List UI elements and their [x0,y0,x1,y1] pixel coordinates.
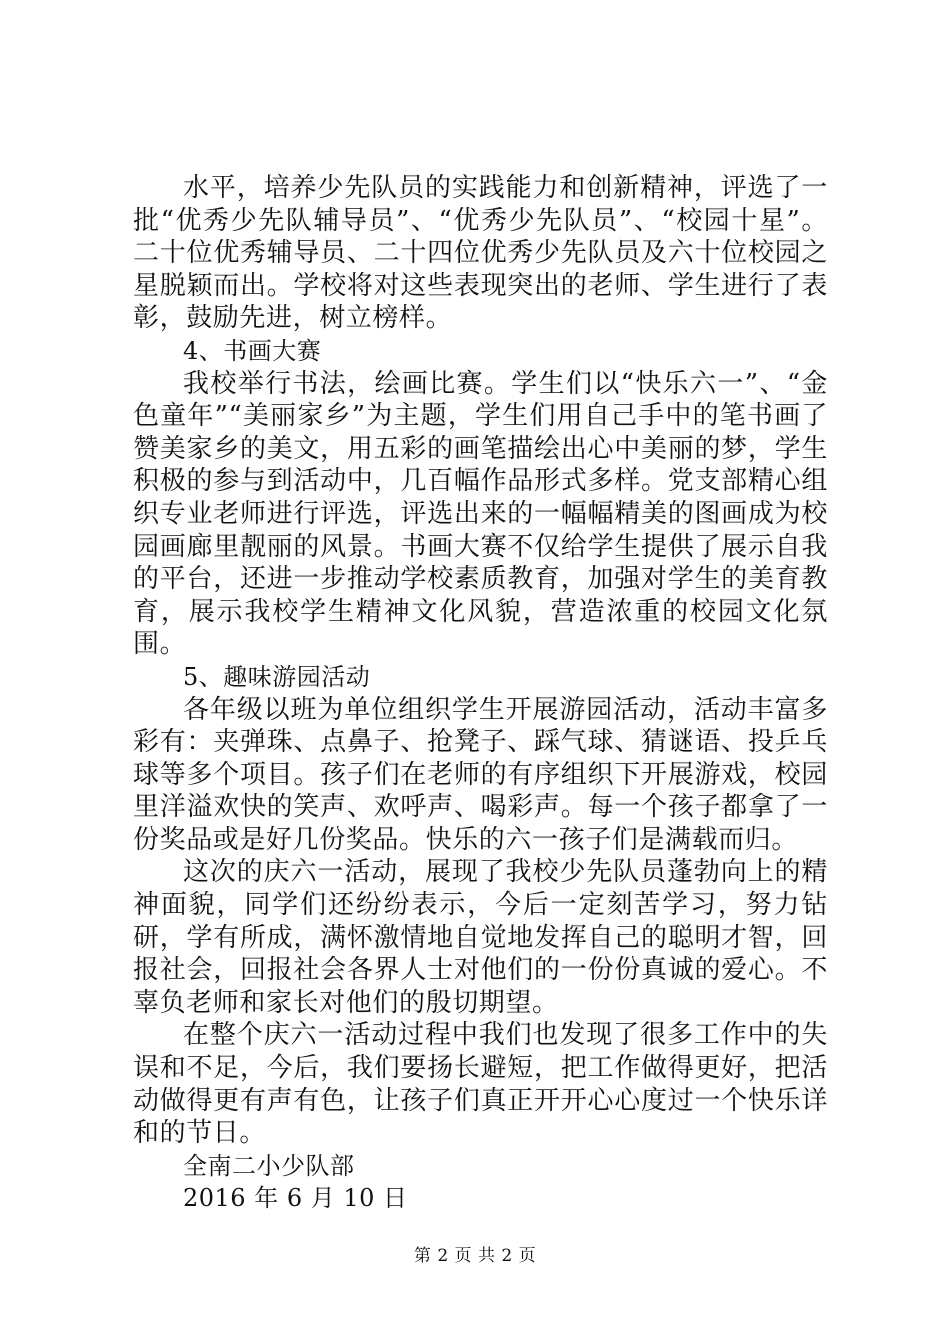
paragraph-summary: 这次的庆六一活动，展现了我校少先队员蓬勃向上的精神面貌，同学们还纷纷表示，今后一定刻苦学习，努力钻研，学有所成，满怀激情地自觉地发挥自己的聪明才智，回报社会，回报社会各界人士对他们的一份份真诚的爱心。不辜负老师和家长对他们的殷切期望。 [133,857,828,1018]
section-heading-garden-activity: 5、趣味游园活动 [183,662,371,691]
page-footer: 第 2 页 共 2 页 [413,1246,537,1266]
paragraph-garden-activity: 各年级以班为单位组织学生开展游园活动，活动丰富多彩有：夹弹珠、点鼻子、抢凳子、踩气球、猜谜语、投乒乓球等多个项目。孩子们在老师的有序组织下开展游戏，校园里洋溢欢快的笑声、欢呼声、喝彩声。每一个孩子都拿了一份奖品或是好几份奖品。快乐的六一孩子们是满载而归。 [133,694,828,855]
signature-date: 2016 年 6 月 10 日 [183,1184,408,1213]
paragraph-awards: 水平，培养少先队员的实践能力和创新精神，评选了一批“优秀少先队辅导员”、“优秀少先队员”、“校园十星”。二十位优秀辅导员、二十四位优秀少先队员及六十位校园之星脱颖而出。学校将对这些表现突出的老师、学生进行了表彰，鼓励先进，树立榜样。 [133,173,828,334]
section-heading-calligraphy-contest: 4、书画大赛 [183,336,322,365]
paragraph-reflection: 在整个庆六一活动过程中我们也发现了很多工作中的失误和不足，今后，我们要扬长避短，把工作做得更好，把活动做得更有声有色，让孩子们真正开开心心度过一个快乐详和的节日。 [133,1020,828,1149]
paragraph-calligraphy-contest: 我校举行书法，绘画比赛。学生们以“快乐六一”、“金色童年”“美丽家乡”为主题，学生们用自己手中的笔书画了赞美家乡的美文，用五彩的画笔描绘出心中美丽的梦，学生积极的参与到活动中，几百幅作品形式多样。党支部精心组织专业老师进行评选，评选出来的一幅幅精美的图画成为校园画廊里靓丽的风景。书画大赛不仅给学生提供了展示自我的平台，还进一步推动学校素质教育，加强对学生的美育教育，展示我校学生精神文化风貌，营造浓重的校园文化氛围。 [133,368,828,660]
document-body [133,172,828,1215]
signature-organization: 全南二小少队部 [183,1151,355,1180]
